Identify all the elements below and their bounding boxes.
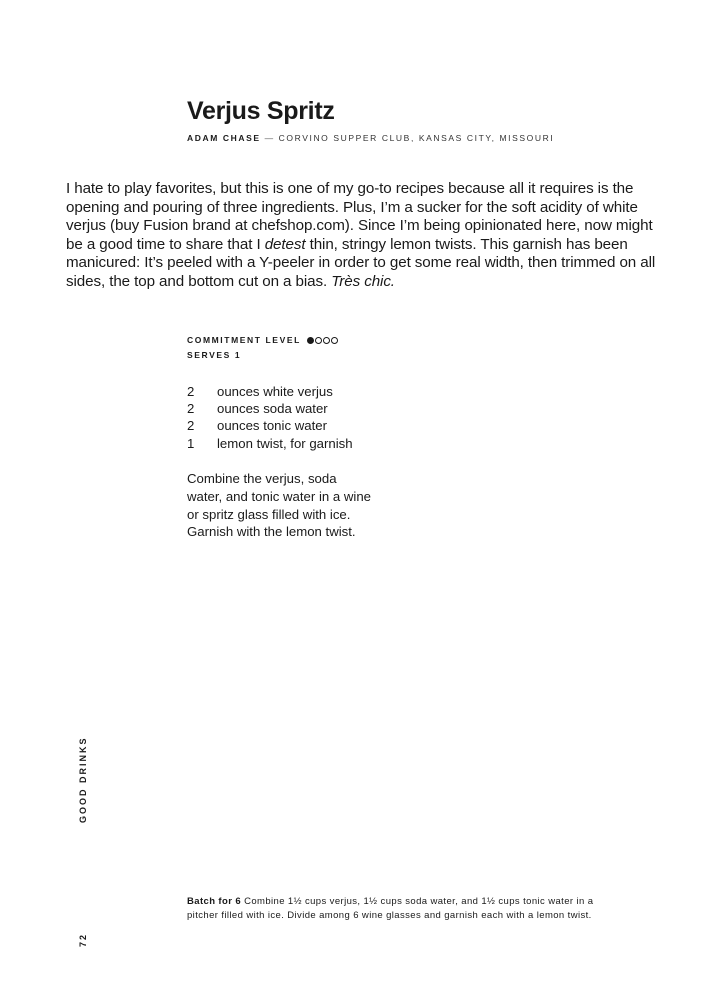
recipe-byline xyxy=(187,133,554,143)
serves-line: SERVES 1 xyxy=(187,350,242,360)
byline-dash: — xyxy=(264,133,275,143)
intro-emphasis: detest xyxy=(264,235,306,253)
batch-note xyxy=(187,895,627,923)
commitment-dot-empty xyxy=(331,337,338,344)
section-title: GOOD DRINKS xyxy=(78,736,88,823)
author-name: ADAM CHASE xyxy=(187,133,261,143)
commitment-dots xyxy=(307,334,339,348)
recipe-meta xyxy=(187,333,339,362)
ingredient-item xyxy=(187,383,353,400)
ingredient-qty: 2 xyxy=(187,401,195,417)
ingredient-name: ounces white verjus xyxy=(217,384,333,399)
commitment-dot-filled xyxy=(307,337,314,344)
recipe-title: Verjus Spritz xyxy=(187,97,335,125)
batch-text: Combine 1½ cups verjus, 1½ cups soda water, and 1½ cups tonic water in a pitcher filled with ice. Divide among 6 wine glasses and garnish each with a lemon twist. xyxy=(187,896,594,921)
intro-text-1: I hate to play favorites, but this is one of my go-to recipes because all it requires is the opening and pouring of three ingredients. Plus, I’m a sucker for the soft acidity of white verjus (buy Fusion brand at chefshop.com). Since I’m being opinionated here, now might be a good time to share that I xyxy=(66,180,653,253)
page-footer-vertical xyxy=(78,736,92,947)
intro-paragraph xyxy=(66,180,656,292)
batch-label: Batch for 6 xyxy=(187,896,242,907)
ingredient-item xyxy=(187,400,353,417)
commitment-dot-empty xyxy=(323,337,330,344)
commitment-label: COMMITMENT LEVEL xyxy=(187,335,301,345)
ingredient-list xyxy=(187,383,353,452)
commitment-dot-empty xyxy=(315,337,322,344)
ingredient-qty: 1 xyxy=(187,435,195,451)
ingredient-name: ounces tonic water xyxy=(217,418,327,434)
venue-location: CORVINO SUPPER CLUB, KANSAS CITY, MISSOURI xyxy=(278,133,555,143)
ingredient-name: lemon twist, for garnish xyxy=(217,435,353,451)
ingredient-qty: 2 xyxy=(187,418,195,434)
method-text: Combine the verjus, soda water, and tonic water in a wine or spritz glass filled with ice. Garnish with the lemon twist. xyxy=(187,471,371,540)
ingredient-item xyxy=(187,435,353,452)
ingredient-name: ounces soda water xyxy=(217,401,328,417)
ingredient-item xyxy=(187,417,353,434)
ingredient-qty: 2 xyxy=(187,384,195,399)
intro-closing: Très chic. xyxy=(331,272,395,290)
intro-text-2: thin, stringy lemon twists. This garnish has been manicured: It’s peeled with a Y-peeler in order to get some real width, then trimmed on all sides, the top and bottom cut on a bias. xyxy=(66,235,656,290)
commitment-level xyxy=(187,333,339,348)
page-number: 72 xyxy=(78,932,88,947)
